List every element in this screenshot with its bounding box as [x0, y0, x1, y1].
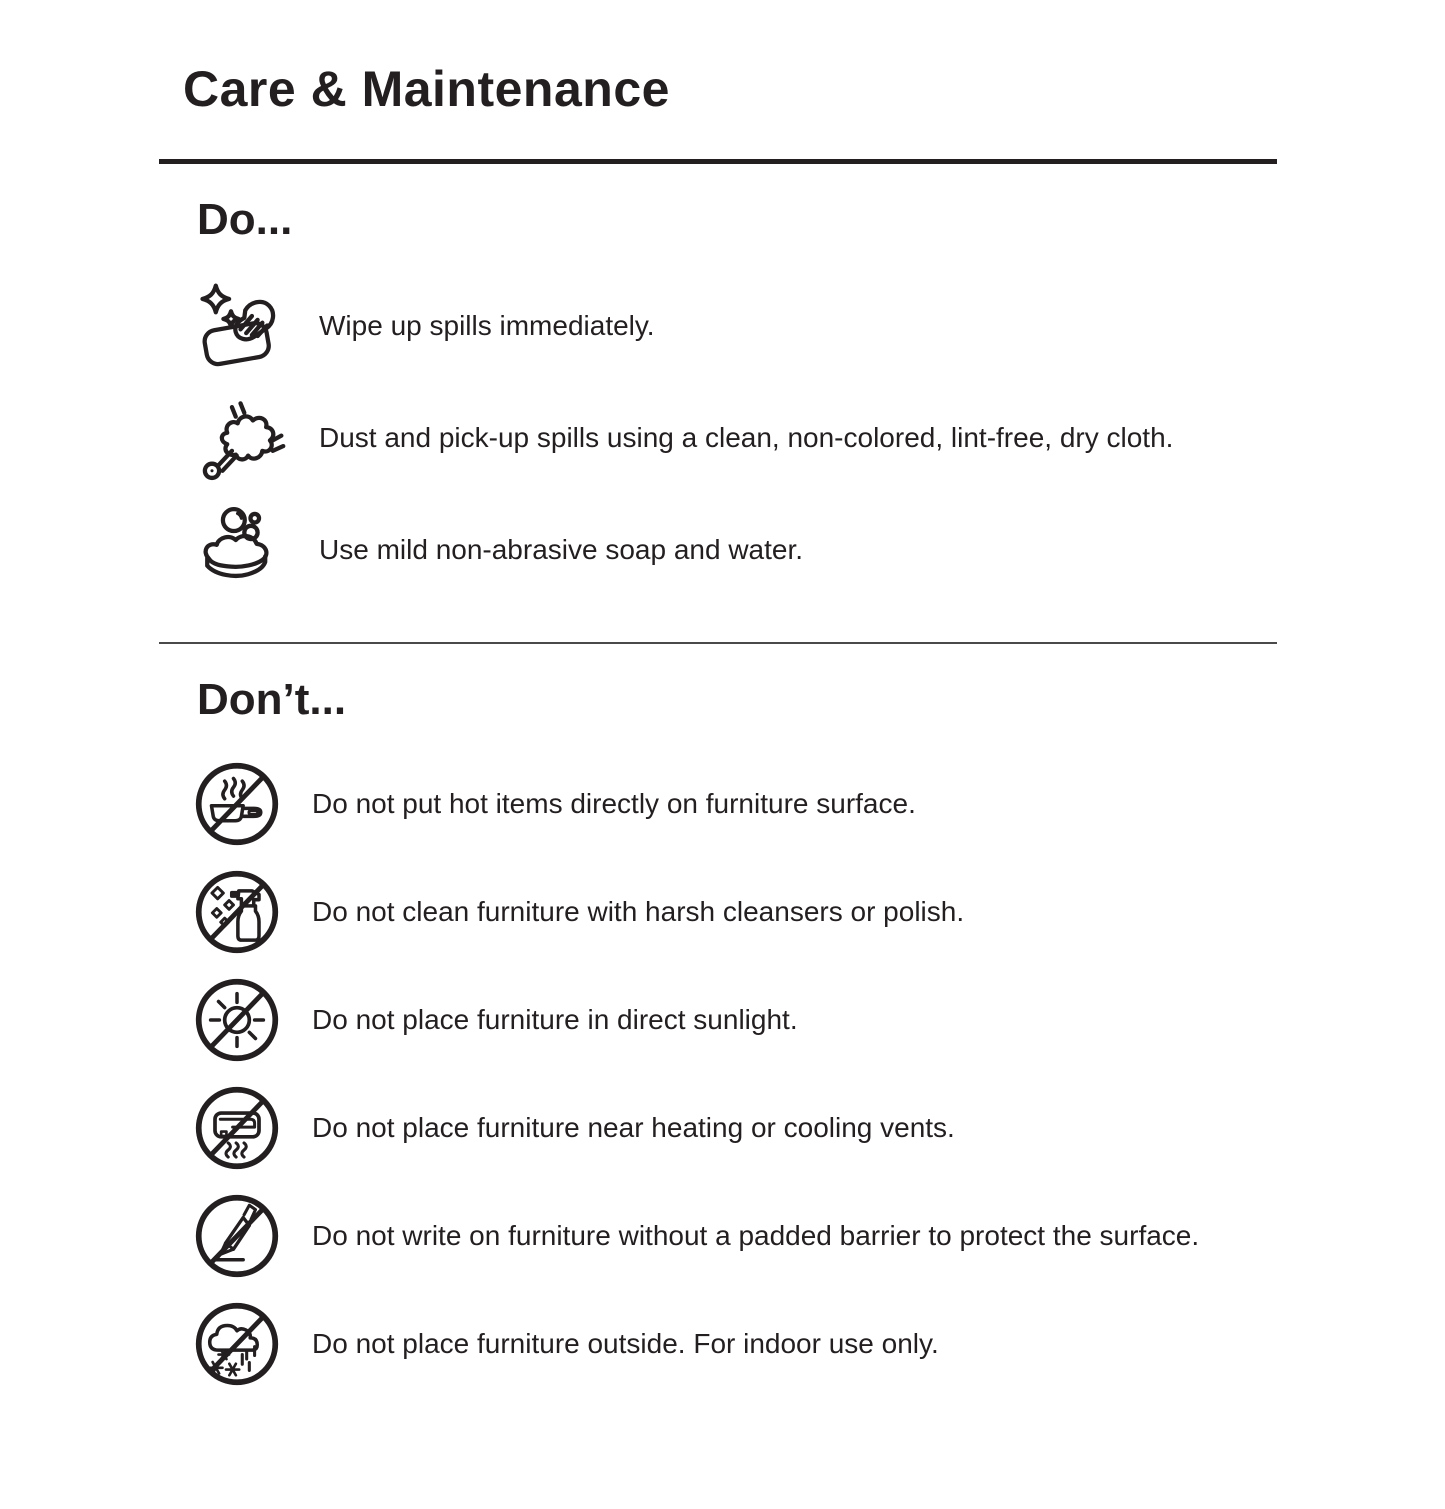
dont-section	[159, 750, 1277, 1398]
dont-item-row	[193, 858, 1277, 966]
title-divider	[159, 159, 1277, 164]
dont-section-heading: Don’t...	[197, 675, 347, 724]
do-item-row	[193, 270, 1277, 382]
do-section	[159, 270, 1277, 606]
care-maintenance-sheet	[0, 61, 1277, 1398]
do-section-heading: Do...	[197, 195, 293, 244]
no-outdoor-icon	[193, 1300, 281, 1388]
do-item-text: Wipe up spills immediately.	[319, 310, 655, 342]
no-harsh-cleaners-icon	[193, 868, 281, 956]
section-divider	[159, 642, 1277, 644]
dont-item-text: Do not put hot items directly on furniture surface.	[312, 788, 916, 820]
sponge-icon	[193, 503, 288, 598]
dont-item-row	[193, 1182, 1277, 1290]
no-hot-items-icon	[193, 760, 281, 848]
dont-item-text: Do not place furniture outside. For indoor use only.	[312, 1328, 939, 1360]
do-item-row	[193, 382, 1277, 494]
dont-item-row	[193, 966, 1277, 1074]
do-item-row	[193, 494, 1277, 606]
no-writing-icon	[193, 1192, 281, 1280]
dont-item-row	[193, 1290, 1277, 1398]
duster-icon	[193, 391, 288, 486]
wiping-hand-icon	[193, 279, 288, 374]
dont-item-text: Do not write on furniture without a padded barrier to protect the surface.	[312, 1220, 1200, 1252]
dont-item-row	[193, 750, 1277, 858]
no-sunlight-icon	[193, 976, 281, 1064]
page-title: Care & Maintenance	[183, 61, 670, 117]
dont-item-row	[193, 1074, 1277, 1182]
dont-item-text: Do not place furniture in direct sunlight.	[312, 1004, 798, 1036]
no-vents-icon	[193, 1084, 281, 1172]
do-item-text: Use mild non-abrasive soap and water.	[319, 534, 804, 566]
dont-item-text: Do not place furniture near heating or cooling vents.	[312, 1112, 955, 1144]
do-item-text: Dust and pick-up spills using a clean, non-colored, lint-free, dry cloth.	[319, 422, 1174, 454]
dont-item-text: Do not clean furniture with harsh cleansers or polish.	[312, 896, 965, 928]
